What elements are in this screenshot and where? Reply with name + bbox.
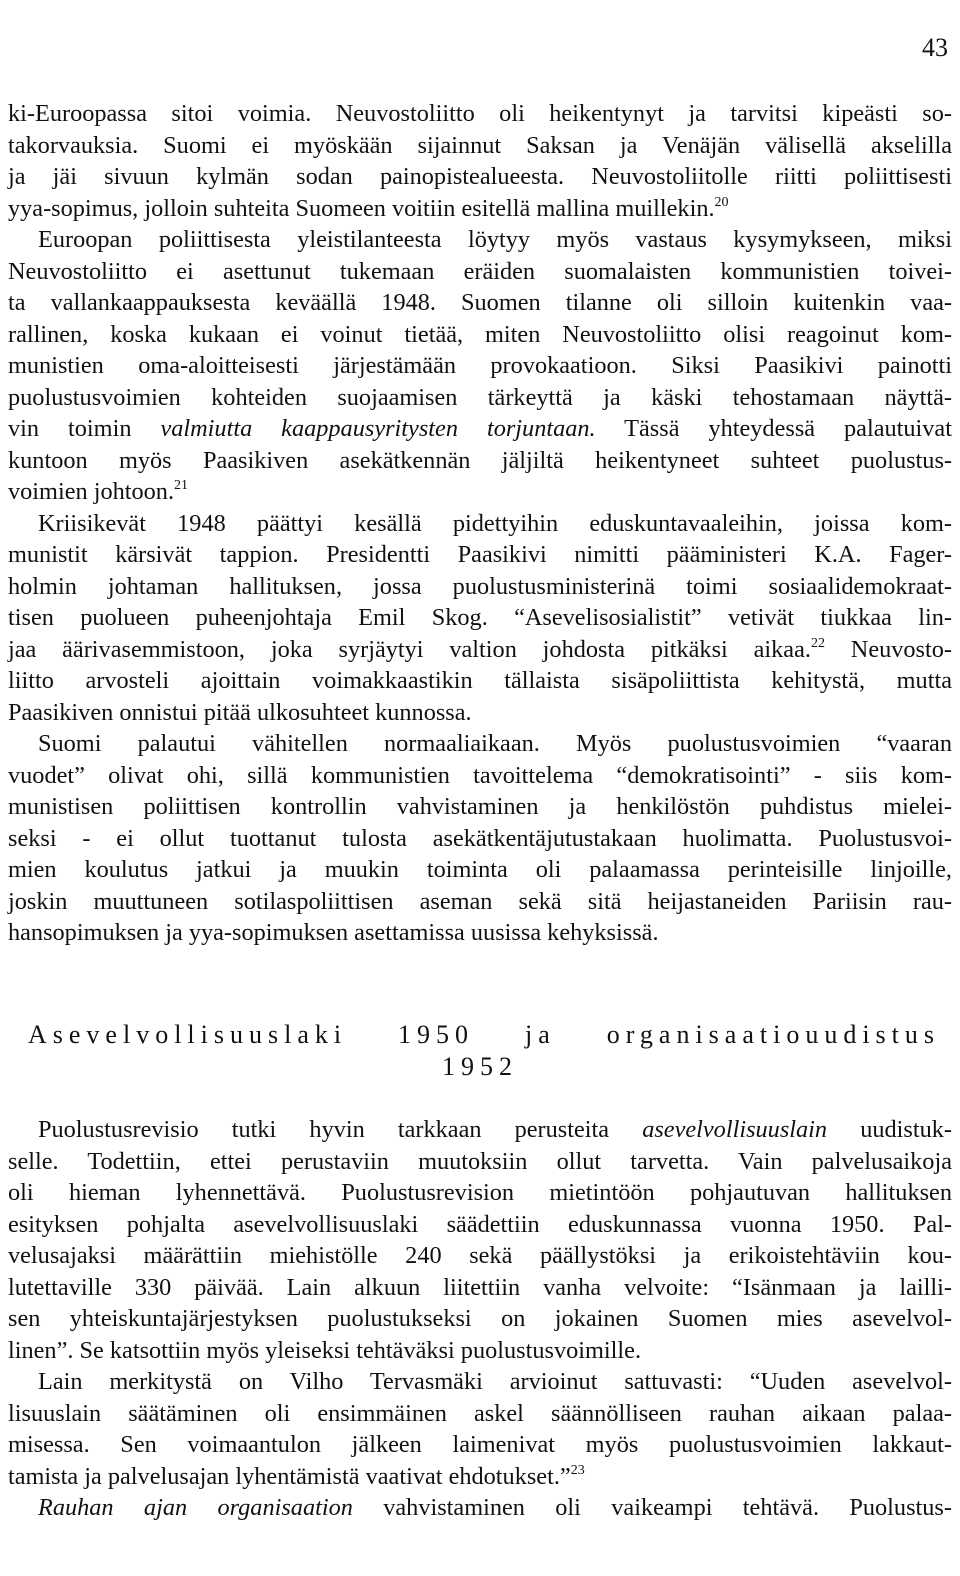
line-text: mien koulutus jatkui ja muukin toiminta oli palaamassa perinteisille linjoille, bbox=[8, 856, 952, 883]
text-line bbox=[8, 1209, 952, 1241]
text-line bbox=[8, 1303, 952, 1335]
line-text: seksi - ei ollut tuottanut tulosta asekätkentäjutustakaan huolimatta. Puolustusvoi- bbox=[8, 824, 952, 852]
line-text: Lain merkitystä on Vilho Tervasmäki arvioinut sattuvasti: “Uuden asevelvol- bbox=[38, 1368, 952, 1395]
line-text: hansopimuksen ja yya-sopimuksen asettamissa uusissa kehyksissä. bbox=[8, 919, 659, 946]
text-line bbox=[8, 476, 952, 508]
line-text: Euroopan poliittisesta yleistilanteesta löytyy myös vastaus kysymykseen, miksi bbox=[38, 226, 952, 253]
paragraph bbox=[8, 224, 952, 508]
footnote-ref: 22 bbox=[810, 635, 825, 651]
line-text: munistien oma-aloitteisesti järjestämään provokaatioon. Siksi Paasikivi painotti bbox=[8, 352, 952, 379]
page-number: 43 bbox=[922, 33, 948, 62]
line-text: vin toimin bbox=[8, 415, 161, 442]
text-line bbox=[8, 256, 952, 288]
text-line bbox=[8, 1146, 952, 1178]
text-line bbox=[8, 917, 952, 949]
line-text: takorvauksia. Suomi ei myöskään sijainnut Saksan ja Venäjän välisellä akselilla bbox=[8, 131, 952, 159]
line-text: Puolustusrevisio tutki hyvin tarkkaan perusteita bbox=[38, 1116, 643, 1143]
text-line bbox=[8, 508, 952, 540]
line-text: kuntoon myös Paasikiven asekätkennän jäljiltä heikentyneet suhteet puolustus- bbox=[8, 446, 952, 474]
text-line bbox=[8, 1114, 952, 1146]
text-line bbox=[8, 665, 952, 697]
text-line bbox=[8, 539, 952, 571]
paragraph bbox=[8, 728, 952, 949]
text-line bbox=[8, 413, 952, 445]
line-text: voimien johtoon. bbox=[8, 478, 175, 505]
text-line bbox=[8, 1335, 952, 1367]
text-line bbox=[8, 1366, 952, 1398]
line-text: tamista ja palvelusajan lyhentämistä vaativat ehdotukset.” bbox=[8, 1462, 571, 1490]
line-text: jaa äärivasemmistoon, joka syrjäytyi valtion johdosta pitkäksi aikaa. bbox=[8, 635, 811, 663]
text-line bbox=[8, 1461, 952, 1493]
text-line bbox=[8, 697, 952, 729]
line-text: Tässä yhteydessä palautuivat bbox=[595, 415, 952, 442]
text-line bbox=[8, 791, 952, 823]
line-text: ja jäi sivuun kylmän sodan painopistealueesta. Neuvostoliitolle riitti poliittisesti bbox=[8, 163, 952, 190]
line-text: misessa. Sen voimaantulon jälkeen laimenivat myös puolustusvoimien lakkaut- bbox=[8, 1431, 952, 1458]
text-line bbox=[8, 1492, 952, 1524]
line-text: Neuvosto- bbox=[824, 635, 952, 663]
text-line bbox=[8, 823, 952, 855]
body-text-bottom bbox=[8, 1114, 952, 1524]
paragraph bbox=[8, 1114, 952, 1366]
paragraph bbox=[8, 508, 952, 729]
line-text: Suomi palautui vähitellen normaaliaikaan. Myös puolustusvoimien “vaaran bbox=[38, 730, 952, 757]
line-text: Paasikiven onnistui pitää ulkosuhteet kunnossa. bbox=[8, 698, 472, 726]
line-text: joskin muuttuneen sotilaspoliittisen aseman sekä sitä heijastaneiden Pariisin rau- bbox=[8, 887, 952, 915]
paragraph bbox=[8, 98, 952, 224]
line-text: vahvistaminen oli vaikeampi tehtävä. Puolustus- bbox=[352, 1494, 952, 1521]
text-line bbox=[8, 1240, 952, 1272]
footnote-ref: 23 bbox=[570, 1462, 585, 1478]
paragraph bbox=[8, 1492, 952, 1524]
text-line bbox=[8, 319, 952, 351]
footnote-ref: 21 bbox=[174, 478, 189, 493]
line-text: lisuuslain säätäminen oli ensimmäinen askel säännölliseen rauhan aikaan palaa- bbox=[8, 1399, 952, 1427]
line-text: linen”. Se katsottiin myös yleiseksi tehtäväksi puolustusvoimille. bbox=[8, 1336, 642, 1364]
text-line bbox=[8, 854, 952, 886]
text-line bbox=[8, 382, 952, 414]
text-line bbox=[8, 161, 952, 193]
text-line bbox=[8, 1429, 952, 1461]
line-text: yya-sopimus, jolloin suhteita Suomeen voitiin esitellä mallina muillekin. bbox=[8, 194, 715, 222]
line-text: puolustusvoimien kohteiden suojaamisen tärkeyttä ja käski tehostamaan näyttä- bbox=[8, 383, 952, 411]
italic-text: Rauhan ajan organisaation bbox=[38, 1494, 353, 1521]
text-line bbox=[8, 602, 952, 634]
text-line bbox=[8, 886, 952, 918]
line-text: ki-Euroopassa sitoi voimia. Neuvostoliitto oli heikentynyt ja tarvitsi kipeästi so- bbox=[8, 100, 952, 127]
line-text: munistit kärsivät tappion. Presidentti Paasikivi nimitti pääministeri K.A. Fager- bbox=[8, 541, 952, 568]
line-text: selle. Todettiin, ettei perustaviin muutoksiin ollut tarvetta. Vain palvelusaikoja bbox=[8, 1147, 952, 1175]
text-line bbox=[8, 287, 952, 319]
line-text: oli hieman lyhennettävä. Puolustusrevision mietintöön pohjautuvan hallituksen bbox=[8, 1179, 952, 1206]
paragraph bbox=[8, 1366, 952, 1492]
line-text: munistisen poliittisen kontrollin vahvistaminen ja henkilöstön puhdistus mielei- bbox=[8, 793, 952, 820]
line-text: rallinen, koska kukaan ei voinut tietää, miten Neuvostoliitto olisi reagoinut kom- bbox=[8, 320, 952, 348]
text-line bbox=[8, 760, 952, 792]
text-line bbox=[8, 728, 952, 760]
italic-text: valmiutta kaappausyritysten torjuntaan. bbox=[160, 415, 596, 442]
section-heading: Asevelvollisuuslaki 1950 ja organisaatiouudistus bbox=[28, 1020, 940, 1049]
text-line bbox=[8, 1177, 952, 1209]
line-text: uudistuk- bbox=[827, 1116, 952, 1143]
text-line bbox=[8, 634, 952, 666]
section-heading-year: 1952 bbox=[442, 1052, 518, 1081]
text-line bbox=[8, 224, 952, 256]
line-text: velusajaksi määrättiin miehistölle 240 sekä päällystöksi ja erikoistehtäviin kou- bbox=[8, 1242, 952, 1269]
text-line bbox=[8, 1272, 952, 1304]
body-text-top bbox=[8, 98, 952, 949]
text-line bbox=[8, 350, 952, 382]
line-text: tisen puolueen puheenjohtaja Emil Skog. “Asevelisosialistit” vetivät tiukkaa lin- bbox=[8, 604, 952, 631]
italic-text: asevelvollisuuslain bbox=[642, 1116, 828, 1143]
line-text: Neuvostoliitto ei asettunut tukemaan eräiden suomalaisten kommunistien toivei- bbox=[8, 257, 952, 285]
footnote-ref: 20 bbox=[714, 194, 729, 210]
text-line bbox=[8, 98, 952, 130]
line-text: Kriisikevät 1948 päättyi kesällä pidettyihin eduskuntavaaleihin, joissa kom- bbox=[38, 509, 952, 537]
line-text: lutettaville 330 päivää. Lain alkuun liitettiin vanha velvoite: “Isänmaan ja lailli- bbox=[8, 1273, 952, 1301]
text-line bbox=[8, 571, 952, 603]
line-text: holmin johtaman hallituksen, jossa puolustusministerinä toimi sosiaalidemokraat- bbox=[8, 572, 952, 600]
text-line bbox=[8, 130, 952, 162]
line-text: ta vallankaappauksesta keväällä 1948. Suomen tilanne oli silloin kuitenkin vaa- bbox=[8, 289, 952, 316]
text-line bbox=[8, 1398, 952, 1430]
text-line bbox=[8, 193, 952, 225]
line-text: esityksen pohjalta asevelvollisuuslaki säädettiin eduskunnassa vuonna 1950. Pal- bbox=[8, 1210, 952, 1238]
line-text: liitto arvosteli ajoittain voimakkaastikin tällaista sisäpoliittista kehitystä, mutta bbox=[8, 667, 952, 694]
text-line bbox=[8, 445, 952, 477]
line-text: vuodet” olivat ohi, sillä kommunistien tavoittelema “demokratisointi” - siis kom- bbox=[8, 761, 952, 789]
line-text: sen yhteiskuntajärjestyksen puolustukseksi on jokainen Suomen mies asevelvol- bbox=[8, 1305, 952, 1332]
